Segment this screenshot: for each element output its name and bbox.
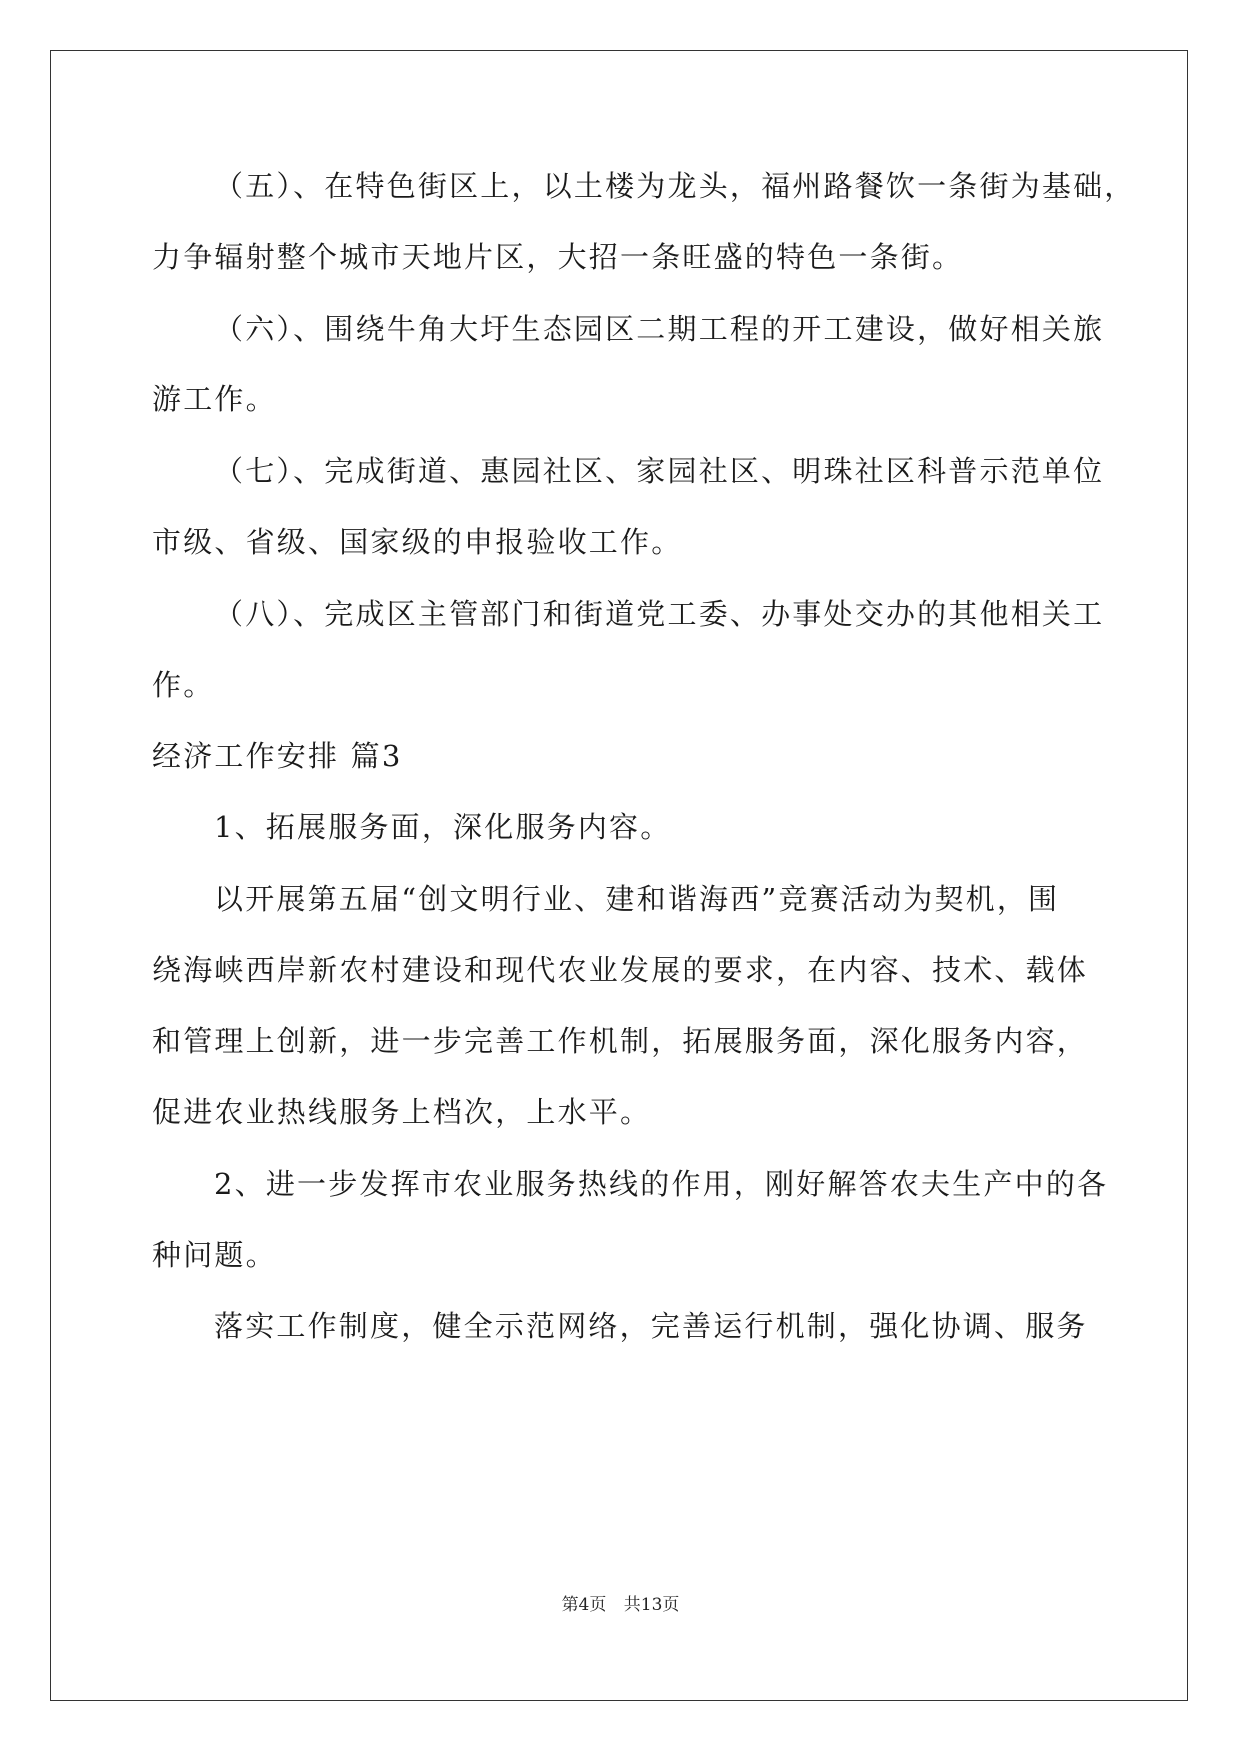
page-total: 共13页 — [623, 1595, 680, 1615]
page-number: 第4页 — [561, 1595, 607, 1615]
item-2-line-1: 2、进一步发挥市农业服务热线的作用，刚好解答农夫生产中的各 — [214, 1167, 1109, 1201]
paragraph-5-line-1: （五）、在特色街区上，以土楼为龙头，福州路餐饮一条街为基础， — [214, 169, 1136, 203]
item-2-line-2: 种问题。 — [152, 1238, 277, 1272]
paragraph-6-line-1: （六）、围绕牛角大圩生态园区二期工程的开工建设，做好相关旅 — [214, 312, 1105, 346]
page-border — [50, 50, 1188, 1701]
body-paragraph-line-2: 绕海峡西岸新农村建设和现代农业发展的要求，在内容、技术、载体 — [152, 953, 1089, 987]
section-heading: 经济工作安排 篇3 — [152, 739, 403, 773]
page-footer — [0, 1593, 1241, 1617]
paragraph-5-line-2: 力争辐射整个城市天地片区，大招一条旺盛的特色一条街。 — [152, 240, 964, 274]
body-paragraph-line-4: 促进农业热线服务上档次，上水平。 — [152, 1095, 652, 1129]
last-paragraph-line-1: 落实工作制度，健全示范网络，完善运行机制，强化协调、服务 — [214, 1309, 1088, 1343]
body-paragraph-line-1: 以开展第五届“创文明行业、建和谐海西”竞赛活动为契机，围 — [214, 882, 1060, 916]
paragraph-7-line-2: 市级、省级、国家级的申报验收工作。 — [152, 525, 683, 559]
paragraph-8-line-1: （八）、完成区主管部门和街道党工委、办事处交办的其他相关工 — [214, 597, 1105, 631]
paragraph-8-line-2: 作。 — [152, 668, 215, 702]
paragraph-7-line-1: （七）、完成街道、惠园社区、家园社区、明珠社区科普示范单位 — [214, 454, 1105, 488]
paragraph-6-line-2: 游工作。 — [152, 382, 277, 416]
body-paragraph-line-3: 和管理上创新，进一步完善工作机制，拓展服务面，深化服务内容， — [152, 1024, 1089, 1058]
item-1-line-1: 1、拓展服务面，深化服务内容。 — [214, 810, 672, 844]
